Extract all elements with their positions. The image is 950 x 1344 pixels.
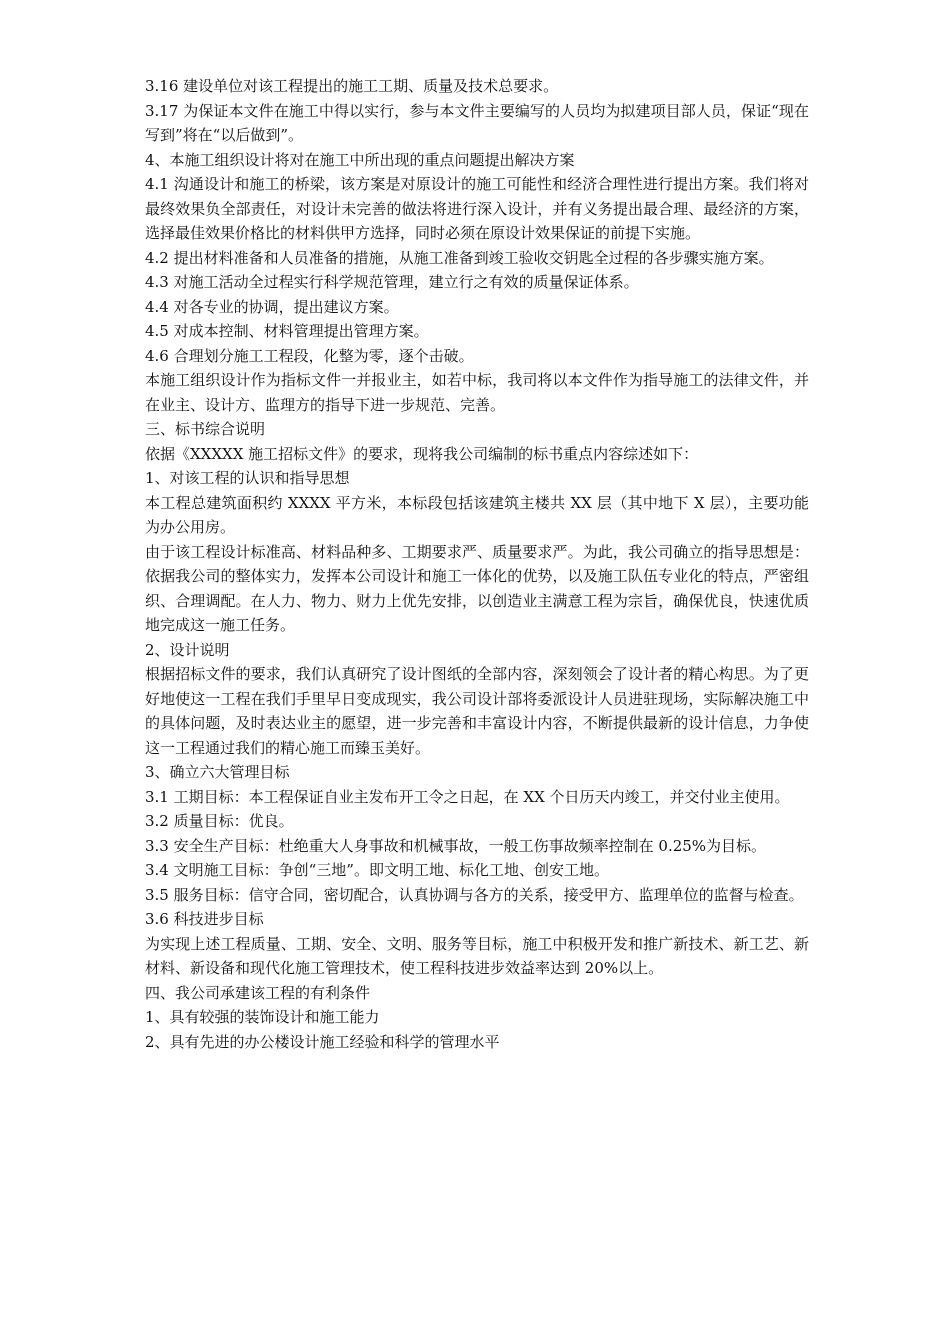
paragraph-3-5: 3.5 服务目标：信守合同，密切配合，认真协调与各方的关系，接受甲方、监理单位的监督与检查。 (145, 885, 804, 904)
paragraph-3-16: 3.16 建设单位对该工程提出的施工工期、质量及技术总要求。 (145, 77, 559, 95)
paragraph-guiding-idea: 由于该工程设计标准高、材料品种多、工期要求严、质量要求严。为此，我公司确立的指导思想是：依据我公司的整体实力，发挥本公司设计和施工一体化的优势，以及施工队伍专业化的特点，严密组织、合理调配。在人力、物力、财力上优先安排，以创造业主满意工程为宗旨，确保优良，快速优质地完成这一施工任务。 (145, 542, 809, 634)
paragraph-area: 本工程总建筑面积约 XXXX 平方米，本标段包括该建筑主楼共 XX 层（其中地下 X 层），主要功能为办公用房。 (145, 493, 809, 536)
paragraph-4-3: 4.3 对施工活动全过程实行科学规范管理，建立行之有效的质量保证体系。 (145, 273, 639, 291)
paragraph-4-6: 4.6 合理划分施工工程段，化整为零，逐个击破。 (145, 346, 474, 365)
list-item-1: 1、具有较强的装饰设计和施工能力 (145, 1008, 380, 1026)
paragraph-3-1: 3.1 工期目标：本工程保证自业主发布开工令之日起，在 XX 个日历天内竣工，并交付业主使用。 (145, 787, 790, 806)
paragraph-basis: 依据《XXXXX 施工招标文件》的要求，现将我公司编制的标书重点内容综述如下： (145, 444, 699, 463)
paragraph-4-2: 4.2 提出材料准备和人员准备的措施，从施工准备到竣工验收交钥匙全过程的各步骤实施方案。 (145, 248, 774, 267)
paragraph-submission: 本施工组织设计作为指标文件一并报业主，如若中标，我司将以本文件作为指导施工的法律文件，并在业主、设计方、监理方的指导下进一步规范、完善。 (145, 371, 809, 414)
heading-3-goals: 3、确立六大管理目标 (145, 763, 290, 781)
section-heading-4: 四、我公司承建该工程的有利条件 (145, 983, 371, 1002)
paragraph-3-4: 3.4 文明施工目标：争创“三地”。即文明工地、标化工地、创安工地。 (145, 861, 609, 879)
heading-4: 4、本施工组织设计将对在施工中所出现的重点问题提出解决方案 (145, 150, 575, 169)
section-heading-3: 三、标书综合说明 (145, 420, 266, 438)
paragraph-3-6: 3.6 科技进步目标 (145, 910, 264, 928)
heading-1-understanding: 1、对该工程的认识和指导思想 (145, 469, 350, 487)
heading-2-design: 2、设计说明 (145, 640, 230, 659)
paragraph-4-5: 4.5 对成本控制、材料管理提出管理方案。 (145, 322, 429, 340)
paragraph-tech-progress: 为实现上述工程质量、工期、安全、文明、服务等目标，施工中积极开发和推广新技术、新工艺、新材料、新设备和现代化施工管理技术，使工程科技进步效益率达到 20%以上。 (145, 934, 809, 977)
paragraph-4-4: 4.4 对各专业的协调，提出建议方案。 (145, 297, 399, 316)
paragraph-3-17: 3.17 为保证本文件在施工中得以实行，参与本文件主要编写的人员均为拟建项目部人员，保证“现在写到”将在“以后做到”。 (145, 101, 809, 144)
paragraph-design: 根据招标文件的要求，我们认真研究了设计图纸的全部内容，深刻领会了设计者的精心构思。为了更好地使这一工程在我们手里早日变成现实，我公司设计部将委派设计人员进驻现场，实际解决施工中的具体问题，及时表达业主的愿望，进一步完善和丰富设计内容，不断提供最新的设计信息，力争使这一工程通过我们的精心施工而臻玉美好。 (145, 665, 809, 757)
paragraph-3-2: 3.2 质量目标：优良。 (145, 812, 294, 830)
paragraph-3-3: 3.3 安全生产目标：杜绝重大人身事故和机械事故，一般工伤事故频率控制在 0.25%为目标。 (145, 836, 767, 855)
paragraph-4-1: 4.1 沟通设计和施工的桥梁，该方案是对原设计的施工可能性和经济合理性进行提出方案。我们将对最终效果负全部责任，对设计未完善的做法将进行深入设计，并有义务提出最合理、最经济的方案，选择最佳效果价格比的材料供甲方选择，同时必须在原设计效果保证的前提下实施。 (145, 175, 809, 242)
list-item-2: 2、具有先进的办公楼设计施工经验和科学的管理水平 (145, 1032, 500, 1051)
document-body (145, 74, 809, 1054)
